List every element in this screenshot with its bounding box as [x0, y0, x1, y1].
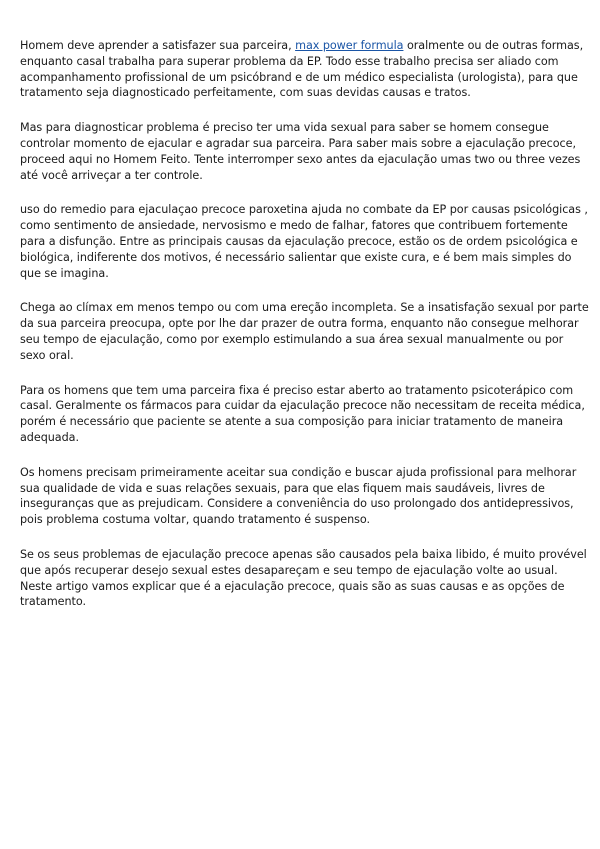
- paragraph-4: Chega ao clímax em menos tempo ou com uma ereção incompleta. Se a insatisfação sexual por parte da sua parceira preocupa, opte por lhe dar prazer de outra forma, enquanto não consegue melhorar seu tempo de ejaculação, como por exemplo estimulando a sua área sexual manualmente ou por sexo oral.: [20, 301, 589, 362]
- paragraph-5: Para os homens que tem uma parceira fixa é preciso estar aberto ao tratamento psicoterápico com casal. Geralmente os fármacos para cuidar da ejaculação precoce não necessitam de receita médica, porém é necessário que paciente se atente a sua composição para iniciar tratamento de maneira adequada.: [20, 383, 585, 444]
- paragraph-6: Os homens precisam primeiramente aceitar sua condição e buscar ajuda profissional para melhorar sua qualidade de vida e suas relações sexuais, para que elas fiquem mais saudáveis, livres de inseguranças que as prejudicam. Considere a conveniência do uso prolongado dos antidepressivos, pois problema costuma voltar, quando tratamento é suspenso.: [20, 465, 577, 527]
- paragraph-3: uso do remedio para ejaculaçao precoce paroxetina ajuda no combate da EP por causas psicológicas , como sentimento de ansiedade, nervosismo e medo de falhar, fatores que contribuem fortemente para a disfunção. Entre as principais causas da ejaculação precoce, estão os de ordem psicológica e biológica, indiferente dos motivos, é necessário salientar que existe cura, e é bem mais simples do que se imagina.: [20, 203, 588, 280]
- document-body: [20, 38, 592, 629]
- paragraph-1-after-link: oralmente ou de outras formas, enquanto casal trabalha para superar problema da EP. Todo esse trabalho precisa ser aliado com acompanhamento profissional de um psicóbrand e de um médico especialista (urologista), para que tratamento seja diagnosticado perfeitamente, com suas devidas causas e tratos.: [20, 39, 584, 100]
- paragraph-1-before-link: Homem deve aprender a satisfazer sua parceira,: [20, 39, 296, 52]
- max-power-formula-link[interactable]: max power formula: [295, 39, 404, 52]
- paragraph-2: Mas para diagnosticar problema é preciso ter uma vida sexual para saber se homem consegue controlar momento de ejacular e agradar sua parceira. Para saber mais sobre a ejaculação precoce, proceed aqui no Homem Feito. Tente interromper sexo antes da ejaculação umas two ou three vezes até você arriveçar a ter controle.: [20, 121, 581, 182]
- paragraph-1: [20, 38, 592, 101]
- paragraph-7: Se os seus problemas de ejaculação precoce apenas são causados pela baixa libido, é muito provével que após recuperar desejo sexual estes desapareçam e seu tempo de ejaculação volte ao usual. Neste artigo vamos explicar que é a ejaculação precoce, quais são as suas causas e as opções de tratamento.: [20, 547, 587, 609]
